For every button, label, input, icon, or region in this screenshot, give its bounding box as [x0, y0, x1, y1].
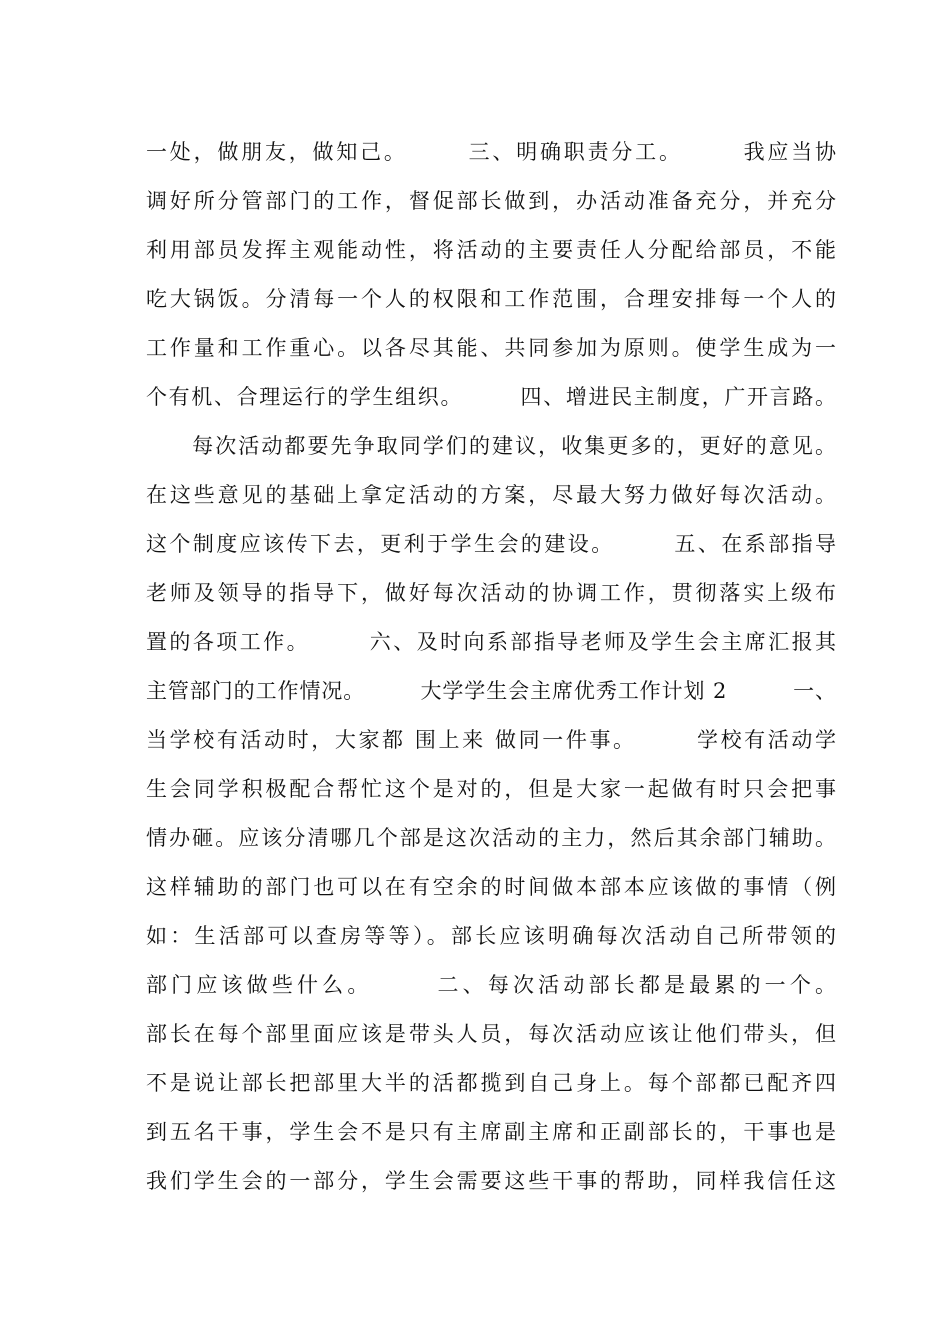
text-line: 工作量和工作重心。以各尽其能、共同参加为原则。使学生成为一 — [146, 336, 836, 360]
text-line: 生会同学积极配合帮忙这个是对的，但是大家一起做有时只会把事 — [146, 777, 836, 801]
text-line: 置的各项工作。 六、及时向系部指导老师及学生会主席汇报其 — [146, 630, 836, 654]
text-line: 个有机、合理运行的学生组织。 四、增进民主制度，广开言路。 — [146, 385, 836, 409]
text-line: 利用部员发挥主观能动性，将活动的主要责任人分配给部员，不能 — [146, 238, 836, 262]
text-line: 我们学生会的一部分，学生会需要这些干事的帮助，同样我信任这 — [146, 1169, 836, 1193]
text-line: 主管部门的工作情况。 大学学生会主席优秀工作计划 2 一、 — [146, 679, 836, 703]
text-line: 调好所分管部门的工作，督促部长做到，办活动准备充分，并充分 — [146, 189, 836, 213]
text-line: 老师及领导的指导下，做好每次活动的协调工作，贯彻落实上级布 — [146, 581, 836, 605]
body-text — [146, 128, 836, 1206]
text-line: 情办砸。应该分清哪几个部是这次活动的主力，然后其余部门辅助。 — [146, 826, 836, 850]
text-line: 吃大锅饭。分清每一个人的权限和工作范围，合理安排每一个人的 — [146, 287, 836, 311]
text-line: 这个制度应该传下去，更利于学生会的建设。 五、在系部指导 — [146, 532, 836, 556]
text-line: 到五名干事，学生会不是只有主席副主席和正副部长的，干事也是 — [146, 1120, 836, 1144]
text-line: 部门应该做些什么。 二、每次活动部长都是最累的一个。 — [146, 973, 836, 997]
text-line: 不是说让部长把部里大半的活都揽到自己身上。每个部都已配齐四 — [146, 1071, 836, 1095]
text-line: 一处，做朋友，做知己。 三、明确职责分工。 我应当协 — [146, 140, 836, 164]
text-line: 如：生活部可以查房等等）。部长应该明确每次活动自己所带领的 — [146, 924, 836, 948]
text-line: 部长在每个部里面应该是带头人员，每次活动应该让他们带头，但 — [146, 1022, 836, 1046]
text-line: 每次活动都要先争取同学们的建议，收集更多的，更好的意见。 — [146, 434, 836, 458]
text-line: 在这些意见的基础上拿定活动的方案，尽最大努力做好每次活动。 — [146, 483, 836, 507]
text-line: 当学校有活动时，大家都 围上来 做同一件事。 学校有活动学 — [146, 728, 836, 752]
text-line: 这样辅助的部门也可以在有空余的时间做本部本应该做的事情（例 — [146, 875, 836, 899]
